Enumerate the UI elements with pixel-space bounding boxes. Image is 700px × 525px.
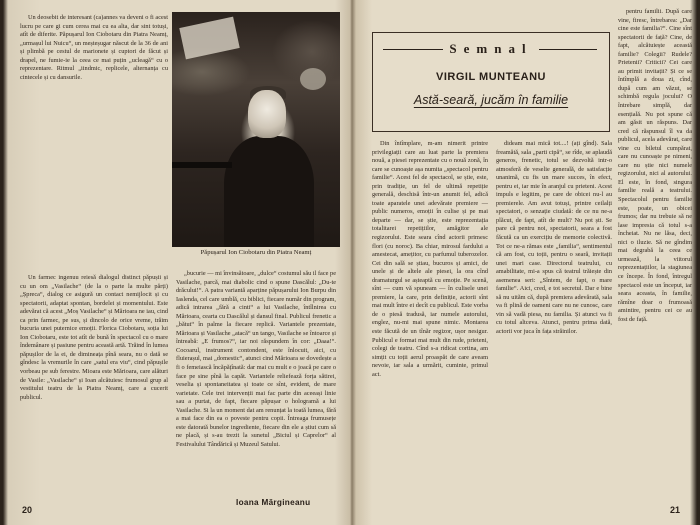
page-number-left: 20 bbox=[22, 505, 33, 515]
column-kicker bbox=[373, 41, 609, 57]
column-author: VIRGIL MUNTEANU bbox=[436, 71, 546, 83]
photo-caption: Păpușarul Ion Ciobotaru din Piatra Neamț bbox=[200, 249, 312, 256]
puppeteer-photo bbox=[172, 12, 340, 247]
column-header-box bbox=[372, 32, 610, 132]
right-column-3 bbox=[618, 8, 692, 390]
left-paragraph-body: Un farmec ingenuu reiesă dialogul distinct păpușii și cu un om „Vasilache“ (de la o parte la multe părți) „Șpreca“, dialog ce asigură un contact nemijlocit și cu spectatorii, adaptat spontan, bordelei și momentului. Este adevărat că acest „Moș Vasilache“ și Mărioara ne iau, cind ca prin farmec, pe sus, și dincolo de orice vreme, trăim bucuria unei puternice emoții. Florica Ciobotaru, soția lui Ion Ciobotaru, este tot atît de bună în spectacol cu o mare îndemânare și pasiune pentru această artă. Trăind în lumea păpușilor de la ei, de dimineața pînă seara, nu o dată se gîndesc la vremurile în care „satul era viu“, cind păpușile vorbeau pe sub ferestre. Mioara este Mărioara, care alături de Vasile: „Vasilache“ și Ioan alcătuiesc frumosul grup al vestitului teatru de la Piatra Neamț, care a cucerit publicul. bbox=[20, 274, 168, 401]
photo-backdrop bbox=[179, 17, 239, 60]
left-paragraph-col2: „bucurie — mi învinsătoare, „dulce“ costumul său il face pe Vasilache, parcă, mai diabolic cind o spune Dascălul: „Du-te drăcului!“. A patra variantă aparține păpușarului Ion Burpu din Iaslenda, cel care umblă, cu biblici, fiecare număr din program, adică intrarea „fără a cinti“ a lui Vasilache, întîlnirea cu Mărioara, cearta cu Dascălul și dansul final. Publicul frenetic a „bătut“ în palme la fiecare replică. Variantele prezentate, Mărioara și Vasilache „atacă“ un tango, Vasilache se întoarce și întreabă: „E frumos?“, iar noi răspundem în cor: „Daaa!“. Cocoarul, instrument contondent, este înlocuit, aici, cu fluierașul, mai „domestic“, atunci cind Mărioara se dovedește a fi o femeiască încăpățînată: dar mai cu mult e o joacă pe care o face pe sine pînă la capăt. Variantele reliefează forța sătirei, veselia și spontaneitatea și toate ce sînt, evident, de mare varietate. Cele trei intervenții mai fac parte din aceeași linie sau a purtat, de fapt, fiecare păpușar o hologramă a lui Vasilache. Si la un moment dat am renunțat la toată lumea, fără a mai face din ea o poveste pentru copii. Întreaga frumusețe este datorată bunelor ingrediente, fiecare din ele a știut cum să ne placă, și s-au trezit la sunetul „Biciul și Caprelor“ al Festivalului Tândărică și Muzeul Satului. bbox=[176, 270, 336, 448]
left-column-1-bottom bbox=[20, 274, 168, 496]
photo-shadow bbox=[172, 162, 232, 168]
column-kicker-text: Semnal bbox=[443, 41, 538, 56]
left-column-1-top bbox=[20, 14, 168, 274]
right-column-2 bbox=[496, 140, 612, 502]
left-paragraph-intro: Un deosebit de interesant (ca)annes va deveni o fi acest lucru pe care gi cum cerea mai cu ea alta, dar sint totuși, atît de diferite. Păpușarul Ion Ciobotaru din Piatra Neamț, „urmașul lui Nuicu“, un meșteșugar născut de la 36 de ani și plimbă pe cestul de marionete și cuptori de făcut și drapel, ne fumie-ie la ceea ce mai puțin „ucleagă“ cu o reprezentare. Ritmul „iindmic, replicele, alternanța cu cintecele și cu dansurile. bbox=[20, 14, 168, 81]
photo-puppet bbox=[300, 68, 326, 90]
left-column-2 bbox=[176, 270, 336, 492]
right-column-1 bbox=[372, 140, 488, 502]
right-paragraph-col3: pentru familii. După care vine, firesc, întrebarea: „Dar cine este familia?“. Cine sînt spectatorii de față? Cine, de fapt, alcătuiește această familie? Colegii? Rudele? Prietenii? Criticii? Cei care au primit invitații? Și ce se întîmplă a doua zi, cînd, după cum am văzut, se schimbă regula jocului? O întrebare simplă, dar esențială. Nu pot spune că am găsit un răspuns. Dar cred că răspunsul îl va da publicul, acela adevărat, care vine cu biletul cumpărat, care nu cunoaște pe nimeni, care nu știe nici numele regizorului, nici al autorului. El este, în fond, singura familie reală a teatrului. Spectacolul pentru familie este, poate, un obicei frumos; dar nu trebuie să ne lase impresia că totul s-a încheiat. Nu ne lăsa, deci, nici o iluzie. Să ne gîndim mai degrabă la ceea ce urmează, la viitorul reprezentațiilor, la stagiunea ce începe. În fond, întregul spectacol este un început, iar seara aceasta, în familie, rămîne doar o frumoasă amintire, pentru cei ce au fost de față. bbox=[618, 8, 692, 323]
right-paragraph-col2: dideam mai mică tot....! (ați gînd). Sala freamătă, sala „parti cipă“, se rîde, se aplaudă generos, frenetic, totul se dezvoltă intr-o atmosferă de veselie generală, de satisfacție unanimă, cu fis un mare succes, în efect, pentru ei, iar mie în aranjul cu prieteni. Acest impuls e legitim, pe care de obicei nu-l au premierele. Am avut totuși, printre ceilalți spectatori, o senzație ciudată: de ce nu ne-a plăcut, de fapt, atît de mult? Nu pot ști. Se pare că pentru noi, spectatorii, seara a fost făcută ca un exercițiu de memorie colectivă. Tot ce ne-a rămas este „familia“, sentimentul că am fost, cu toții, pentru o seară, invitații unei mari case. Directorul teatrului, cu amabilitate, mi-a spus că teatrul trăiește din asemenea seri: „Sîntem, de fapt, o mare familie“. Aici, cred, e tot secretul. Dar e bine să nu uităm că, după premiera adevărată, sala va fi plină de oameni care nu ne cunosc, care vin să vadă piesa, nu familia. Și atunci va fi cu totul altceva. Atunci, pentru prima dată, actorii vor juca în fața străinilor. bbox=[496, 140, 612, 336]
right-page bbox=[352, 0, 700, 525]
photo-figure-body bbox=[224, 136, 314, 247]
right-paragraph-col1: Din întîmplare, m-am nimerit printre privilegiații care au luat parte la premiera nouă, a piesei reprezentate cu o nouă zonă, în care se cunoaște așa numita „spectacol pentru familie“. Acest fel de spectacol, se știe, este, prin tradiție, un fel de ultimă repetiție generală, deschisă într-un anumit fel, adică toate aparatele unei adevărate premiere — public numeros, emoții în culise și pe mai departe — dar, se știe, este reprezentația totalitarei repetițiilor, amăgitor ale regizorului. Este seara cînd actorii primesc flori (cu noroc). Ba chiar, mirosul fardului a amestecat, amețitor, cu parfumul tuberozelor. Cei din sală se știau, bucuros și amici, de unele și de altele ale piesei, la ora cînd dramaturgul se așteaptă cu emoție. Pe scenă, sînt — cum vă spuneam — în culisele unei premiere, la care, prin definiție, actorii sînt mai mult între ei decît cu publicul. Este vorba de o piesă tradusă, iar numele autorului, englez, nu-mi mai spune nimic. Montarea este făcută de un tînăr regizor, ușor nesigur. Publicul e format mai mult din rude, prieteni, colegi de teatru. Cînd s-a ridicat cortina, am simțit cu toții aerul proaspăt de care aveam nevoie, iar sala a urmărit, cuminte, primul act. bbox=[372, 140, 488, 378]
article-author: Ioana Mărgineanu bbox=[236, 498, 311, 507]
page-number-right: 21 bbox=[670, 505, 681, 515]
article-title: Astă-seară, jucăm în familie bbox=[413, 93, 569, 107]
photo-figure-head bbox=[248, 90, 286, 138]
